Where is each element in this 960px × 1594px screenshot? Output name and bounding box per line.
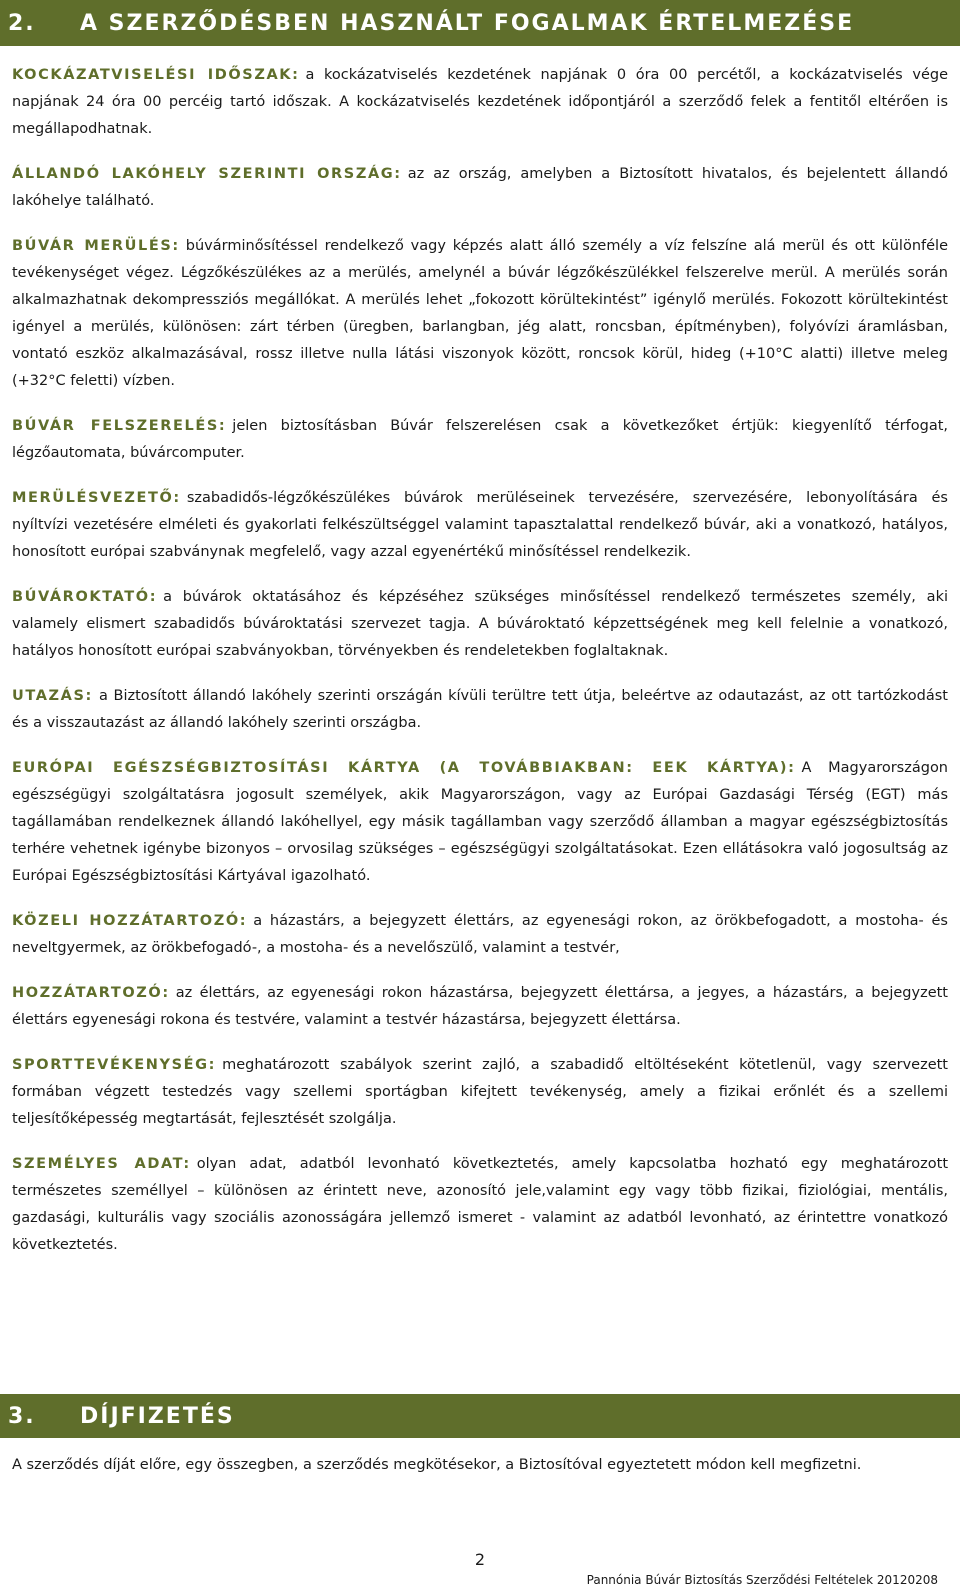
definition-term: SZEMÉLYES ADAT: xyxy=(12,1156,191,1172)
definition-dive xyxy=(12,233,948,395)
definition-term: SPORTTEVÉKENYSÉG: xyxy=(12,1057,217,1073)
section-number: 2. xyxy=(8,10,36,36)
definition-relative xyxy=(12,980,948,1034)
definition-text: a házastárs, a bejegyzett élettárs, az egyenesági rokon, az örökbefogadott, a mostoha- és neveltgyermek, az örökbefogadó-, a mostoha- és a nevelőszülő, valamint a testvér, xyxy=(12,913,948,956)
definition-dive-instructor xyxy=(12,584,948,665)
section-title: DÍJFIZETÉS xyxy=(80,1403,235,1429)
definition-text: búvárminősítéssel rendelkező vagy képzés alatt álló személy a víz felszíne alá merül és ott különféle tevékenységet végez. Légzőkészülékes az a merülés, amelynél a búvár légzőkészülékkel felszerelve merül. A merülés során alkalmazhatnak dekompressziós megállókat. A merülés lehet „fokozott körültekintést” igénylő merülés. Fokozott körültekintést igényel a merülés, különösen: zárt térben (üregben, barlangban, jég alatt, roncsban, építményben), folyóvízi áramlásban, vontató eszköz alkalmazásával, rossz illetve nulla látási viszonyok között, roncsok körül, hideg (+10°C alatti) illetve meleg (+32°C feletti) vízben. xyxy=(12,238,949,389)
definition-term: BÚVÁROKTATÓ: xyxy=(12,589,158,605)
definition-residence-country xyxy=(12,161,948,215)
definition-term: KOCKÁZATVISELÉSI IDŐSZAK: xyxy=(12,67,300,83)
definition-text: olyan adat, adatból levonható következtetés, amely kapcsolatba hozható egy meghatározott természetes személlyel – különösen az érintett neve, azonosító jele,valamint egy vagy több fizikai, fiziológiai, mentális, gazdasági, kulturális vagy szociális azonosságára jellemző ismeret - valamint az adatból levonható, az érintettre vonatkozó következtetés. xyxy=(12,1156,949,1253)
definition-close-relative xyxy=(12,908,948,962)
definition-text: szabadidős-légzőkészülékes búvárok merüléseinek tervezésére, szervezésére, lebonyolítására és nyíltvízi vezetésére elméleti és gyakorlati felkészültséggel valamint tapasztalattal rendelkező búvár, aki a vonatkozó, hatályos, honosított európai szabványnak megfelelő, vagy azzal egyenértékű minősítéssel rendelkezik. xyxy=(12,490,948,560)
definition-dive-leader xyxy=(12,485,948,566)
definition-dive-equipment xyxy=(12,413,948,467)
section-title: A SZERZŐDÉSBEN HASZNÁLT FOGALMAK ÉRTELMEZÉSE xyxy=(80,10,855,36)
definition-personal-data xyxy=(12,1151,948,1259)
section-number: 3. xyxy=(8,1403,36,1429)
page-number: 2 xyxy=(474,1550,486,1569)
definition-term: UTAZÁS: xyxy=(12,688,93,704)
definition-text: A Magyarországon egészségügyi szolgáltatásra jogosult személyek, akik Magyarországon, vagy az Európai Gazdasági Térség (EGT) más tagállamában rendelkeznek állandó lakóhellyel, egy másik tagállamban vagy szerződő államban a magyar egészségbiztosítás terhére vehetnek igénybe bizonyos – orvosilag szükséges – egészségügyi szolgáltatásokat. Ezen ellátásokra való jogosultság az Európai Egészségbiztosítási Kártyával igazolható. xyxy=(12,760,949,884)
definition-text: a Biztosított állandó lakóhely szerinti országán kívüli terültre tett útja, beleértve az odautazást, az ott tartózkodást és a visszautazást az állandó lakóhely szerinti országba. xyxy=(12,688,948,731)
definition-text: az az ország, amelyben a Biztosított hivatalos, és bejelentett állandó lakóhelye található. xyxy=(12,166,948,209)
section-header-definitions xyxy=(0,0,960,46)
definition-travel xyxy=(12,683,948,737)
definition-term: ÁLLANDÓ LAKÓHELY SZERINTI ORSZÁG: xyxy=(12,166,402,182)
payment-paragraph: A szerződés díját előre, egy összegben, a szerződés megkötésekor, a Biztosítóval egyeztetett módon kell megfizetni. xyxy=(12,1457,862,1473)
definition-term: EURÓPAI EGÉSZSÉGBIZTOSÍTÁSI KÁRTYA (A TOVÁBBIAKBAN: EEK KÁRTYA): xyxy=(12,760,796,776)
definition-text: az élettárs, az egyenesági rokon házastársa, bejegyzett élettársa, a jegyes, a házastárs, a bejegyzett élettárs egyenesági rokona és testvére, valamint a testvér házastársa, bejegyzett élettársa. xyxy=(12,985,948,1028)
definition-sport-activity xyxy=(12,1052,948,1133)
definition-risk-period xyxy=(12,62,948,143)
definition-text: a búvárok oktatásához és képzéséhez szükséges minősítéssel rendelkező természetes személy, aki valamely elismert szabadidős búvároktatási szervezet tagja. A búvároktató képzettségének meg kell felelnie a vonatkozó, hatályos honosított európai szabványokban, törvényekben és rendeletekben foglaltaknak. xyxy=(12,589,948,659)
definition-text: jelen biztosításban Búvár felszerelésen csak a következőket értjük: kiegyenlítő térfogat, légzőautomata, búvárcomputer. xyxy=(12,418,948,461)
definition-term: BÚVÁR MERÜLÉS: xyxy=(12,238,180,254)
definitions-list xyxy=(12,62,948,1277)
definition-text: a kockázatviselés kezdetének napjának 0 óra 00 percétől, a kockázatviselés vége napjának 24 óra 00 percéig tartó időszak. A kockázatviselés kezdetének időpontjáról a szerződő felek a fentitől eltérően is megállapodhatnak. xyxy=(12,67,948,137)
definition-term: BÚVÁR FELSZERELÉS: xyxy=(12,418,227,434)
definition-ehic xyxy=(12,755,948,890)
definition-text: meghatározott szabályok szerint zajló, a szabadidő eltöltéseként kötetlenül, vagy szervezett formában végzett testedzés vagy szellemi sportágban kifejtett tevékenység, amely a fizikai erőnlét és a szellemi teljesítőképesség megtartását, fejlesztését szolgálja. xyxy=(12,1057,948,1127)
definition-term: KÖZELI HOZZÁTARTOZÓ: xyxy=(12,913,248,929)
definition-term: HOZZÁTARTOZÓ: xyxy=(12,985,170,1001)
footer-text: Pannónia Búvár Biztosítás Szerződési Feltételek 20120208 xyxy=(586,1573,938,1587)
section-header-payment xyxy=(0,1394,960,1438)
definition-term: MERÜLÉSVEZETŐ: xyxy=(12,490,181,506)
